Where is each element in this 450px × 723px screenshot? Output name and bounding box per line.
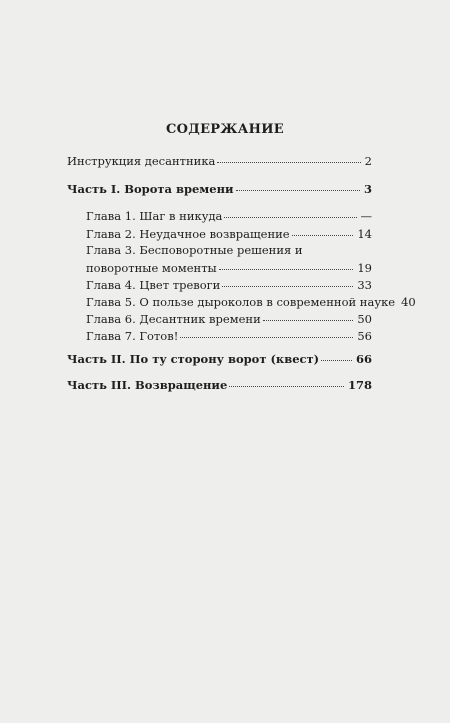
toc-entry-part-1 — [0, 182, 450, 196]
dot-leader — [321, 360, 352, 361]
toc-page-number: 40 — [401, 295, 416, 309]
dot-leader — [263, 320, 354, 321]
toc-page-number: 33 — [357, 278, 372, 292]
toc-label: Глава 1. Шаг в никуда — [86, 209, 223, 223]
toc-page-number: 19 — [357, 261, 372, 275]
toc-page-number: 56 — [357, 329, 372, 343]
toc-page-number: 178 — [347, 378, 372, 392]
toc-page-number: 50 — [357, 312, 372, 326]
toc-label-line-1: Глава 3. Бесповоротные решения и — [86, 243, 303, 257]
dot-leader — [180, 337, 353, 338]
toc-page-number: 3 — [363, 182, 372, 196]
dot-leader — [236, 190, 360, 191]
toc-entry-chapter-3 — [0, 261, 450, 275]
toc-entry-part-2 — [0, 352, 450, 366]
toc-entry-chapter-5 — [0, 295, 450, 309]
dot-leader — [229, 386, 344, 387]
dot-leader — [224, 217, 356, 218]
toc-page-number: 2 — [364, 154, 372, 168]
toc-entry-chapter-2 — [0, 227, 450, 241]
toc-label: Глава 5. О пользе дыроколов в современной науке — [86, 295, 396, 309]
toc-entry-part-3 — [0, 378, 450, 392]
toc-page-number: — — [360, 209, 372, 223]
dot-leader — [217, 162, 360, 163]
toc-label: Часть II. По ту сторону ворот (квест) — [67, 352, 320, 366]
toc-entry-chapter-7 — [0, 329, 450, 343]
toc-page-number: 14 — [357, 227, 372, 241]
page-title: СОДЕРЖАНИЕ — [165, 122, 285, 137]
dot-leader — [222, 286, 353, 287]
toc-label: Глава 4. Цвет тревоги — [86, 278, 221, 292]
dot-leader — [292, 235, 354, 236]
toc-label: поворотные моменты — [86, 261, 217, 275]
toc-label: Часть III. Возвращение — [67, 378, 228, 392]
toc-label: Инструкция десантника — [67, 154, 216, 168]
toc-entry-chapter-6 — [0, 312, 450, 326]
toc-page-number: 66 — [355, 352, 372, 366]
toc-label: Часть I. Ворота времени — [67, 182, 234, 196]
toc-entry-instructions — [0, 154, 450, 168]
toc-label: Глава 6. Десантник времени — [86, 312, 261, 326]
toc-label: Глава 7. Готов! — [86, 329, 179, 343]
toc-entry-chapter-1 — [0, 209, 450, 223]
dot-leader — [219, 269, 354, 270]
toc-label: Глава 2. Неудачное возвращение — [86, 227, 290, 241]
toc-entry-chapter-4 — [0, 278, 450, 292]
